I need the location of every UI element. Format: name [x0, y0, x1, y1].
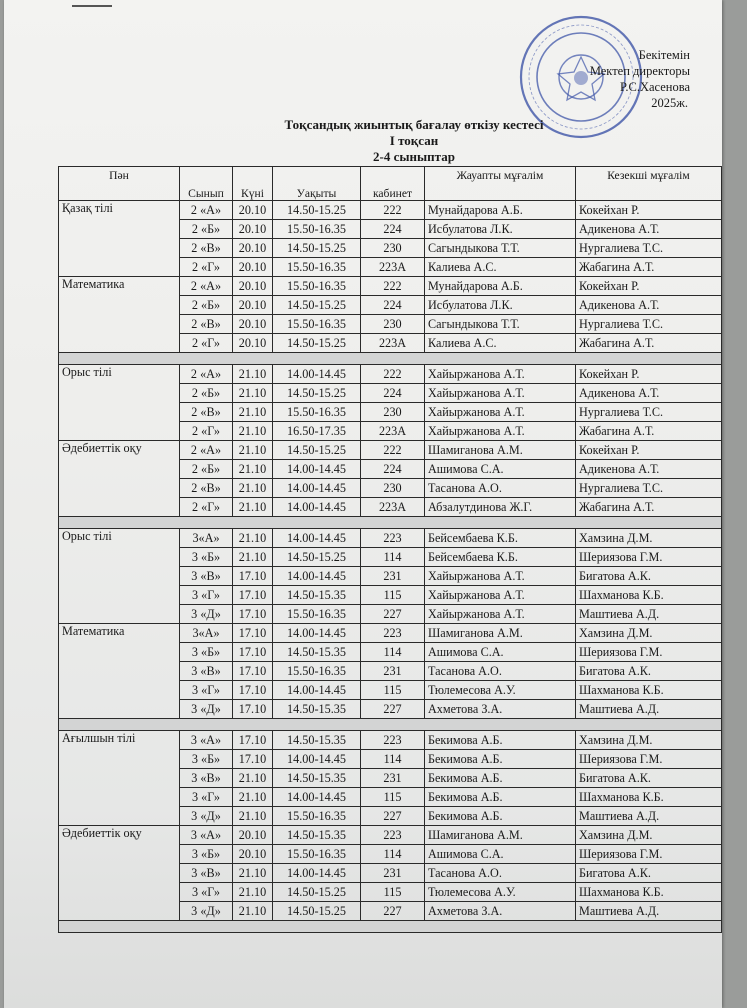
duty-cell: Адикенова А.Т.: [576, 384, 722, 403]
room-cell: 223: [361, 529, 425, 548]
duty-cell: Жабагина А.Т.: [576, 258, 722, 277]
teacher-cell: Бейсембаева К.Б.: [425, 529, 576, 548]
duty-cell: Шериязова Г.М.: [576, 548, 722, 567]
teacher-cell: Бейсембаева К.Б.: [425, 548, 576, 567]
duty-cell: Бигатова А.К.: [576, 567, 722, 586]
time-cell: 14.50-15.25: [273, 883, 361, 902]
time-cell: 15.50-16.35: [273, 605, 361, 624]
teacher-cell: Хайыржанова А.Т.: [425, 605, 576, 624]
time-cell: 14.00-14.45: [273, 460, 361, 479]
time-cell: 14.00-14.45: [273, 750, 361, 769]
duty-cell: Шахманова К.Б.: [576, 788, 722, 807]
teacher-cell: Хайыржанова А.Т.: [425, 403, 576, 422]
time-cell: 14.50-15.25: [273, 239, 361, 258]
header-duty: Кезекші мұғалім: [576, 167, 722, 201]
room-cell: 114: [361, 750, 425, 769]
class-cell: 3 «Д»: [180, 902, 233, 921]
day-cell: 21.10: [233, 403, 273, 422]
teacher-cell: Абзалутдинова Ж.Г.: [425, 498, 576, 517]
class-cell: 3 «Г»: [180, 788, 233, 807]
room-cell: 114: [361, 845, 425, 864]
schedule-table: [58, 166, 722, 933]
duty-cell: Жабагина А.Т.: [576, 498, 722, 517]
separator-row: [59, 719, 722, 731]
class-cell: 2 «Б»: [180, 460, 233, 479]
duty-cell: Кокейхан Р.: [576, 441, 722, 460]
approval-block: [564, 47, 690, 111]
room-cell: 114: [361, 548, 425, 567]
time-cell: 14.50-15.25: [273, 201, 361, 220]
time-cell: 14.00-14.45: [273, 479, 361, 498]
schedule-body: [59, 201, 722, 933]
duty-cell: Кокейхан Р.: [576, 277, 722, 296]
room-cell: 224: [361, 220, 425, 239]
table-row: [59, 441, 722, 460]
teacher-cell: Бекимова А.Б.: [425, 750, 576, 769]
duty-cell: Бигатова А.К.: [576, 662, 722, 681]
day-cell: 17.10: [233, 681, 273, 700]
approval-line: 2025ж.: [651, 96, 688, 110]
time-cell: 14.50-15.35: [273, 700, 361, 719]
time-cell: 14.50-15.25: [273, 548, 361, 567]
approval-line: Р.С.Хасенова: [619, 80, 690, 94]
room-cell: 223: [361, 624, 425, 643]
class-cell: 2 «Г»: [180, 498, 233, 517]
room-cell: 224: [361, 460, 425, 479]
subject-cell: Математика: [59, 624, 180, 719]
day-cell: 21.10: [233, 769, 273, 788]
class-cell: 3 «Б»: [180, 643, 233, 662]
teacher-cell: Хайыржанова А.Т.: [425, 422, 576, 441]
teacher-cell: Тюлемесова А.У.: [425, 681, 576, 700]
duty-cell: Нургалиева Т.С.: [576, 403, 722, 422]
class-cell: 3 «Б»: [180, 845, 233, 864]
time-cell: 15.50-16.35: [273, 403, 361, 422]
quarter-label: І тоқсан: [389, 133, 439, 148]
day-cell: 17.10: [233, 731, 273, 750]
teacher-cell: Тасанова А.О.: [425, 662, 576, 681]
table-row: [59, 624, 722, 643]
day-cell: 21.10: [233, 788, 273, 807]
room-cell: 222: [361, 441, 425, 460]
day-cell: 17.10: [233, 605, 273, 624]
teacher-cell: Мунайдарова А.Б.: [425, 201, 576, 220]
day-cell: 21.10: [233, 807, 273, 826]
duty-cell: Шахманова К.Б.: [576, 883, 722, 902]
time-cell: 14.50-15.25: [273, 296, 361, 315]
day-cell: 21.10: [233, 864, 273, 883]
day-cell: 17.10: [233, 750, 273, 769]
day-cell: 20.10: [233, 845, 273, 864]
duty-cell: Шахманова К.Б.: [576, 586, 722, 605]
room-cell: 223А: [361, 334, 425, 353]
time-cell: 14.50-15.35: [273, 826, 361, 845]
room-cell: 223А: [361, 258, 425, 277]
table-row: [59, 365, 722, 384]
class-cell: 3«А»: [180, 624, 233, 643]
header-row: [59, 167, 722, 201]
teacher-cell: Сагындыкова Т.Т.: [425, 239, 576, 258]
teacher-cell: Бекимова А.Б.: [425, 788, 576, 807]
time-cell: 15.50-16.35: [273, 662, 361, 681]
teacher-cell: Бекимова А.Б.: [425, 769, 576, 788]
room-cell: 227: [361, 605, 425, 624]
teacher-cell: Тасанова А.О.: [425, 864, 576, 883]
separator-row: [59, 921, 722, 933]
duty-cell: Шериязова Г.М.: [576, 643, 722, 662]
room-cell: 222: [361, 365, 425, 384]
separator-row: [59, 517, 722, 529]
time-cell: 14.00-14.45: [273, 681, 361, 700]
teacher-cell: Мунайдарова А.Б.: [425, 277, 576, 296]
day-cell: 20.10: [233, 334, 273, 353]
teacher-cell: Шамиганова А.М.: [425, 624, 576, 643]
approval-line: Мектеп директоры: [589, 64, 690, 78]
subject-cell: Ағылшын тілі: [59, 731, 180, 826]
day-cell: 20.10: [233, 220, 273, 239]
teacher-cell: Ахметова З.А.: [425, 700, 576, 719]
header-class: Сынып: [180, 167, 233, 201]
class-cell: 2 «В»: [180, 403, 233, 422]
duty-cell: Маштиева А.Д.: [576, 700, 722, 719]
class-cell: 2 «В»: [180, 315, 233, 334]
duty-cell: Маштиева А.Д.: [576, 902, 722, 921]
teacher-cell: Шамиганова А.М.: [425, 441, 576, 460]
day-cell: 21.10: [233, 498, 273, 517]
room-cell: 230: [361, 315, 425, 334]
day-cell: 20.10: [233, 239, 273, 258]
class-cell: 3 «В»: [180, 769, 233, 788]
subject-cell: Математика: [59, 277, 180, 353]
day-cell: 20.10: [233, 826, 273, 845]
time-cell: 14.50-15.35: [273, 769, 361, 788]
duty-cell: Бигатова А.К.: [576, 864, 722, 883]
teacher-cell: Бекимова А.Б.: [425, 807, 576, 826]
class-cell: 2 «В»: [180, 239, 233, 258]
day-cell: 21.10: [233, 548, 273, 567]
duty-cell: Адикенова А.Т.: [576, 296, 722, 315]
day-cell: 20.10: [233, 201, 273, 220]
day-cell: 21.10: [233, 902, 273, 921]
room-cell: 223: [361, 826, 425, 845]
time-cell: 15.50-16.35: [273, 315, 361, 334]
teacher-cell: Ашимова С.А.: [425, 460, 576, 479]
day-cell: 17.10: [233, 624, 273, 643]
time-cell: 14.50-15.25: [273, 334, 361, 353]
class-cell: 3 «А»: [180, 731, 233, 750]
subject-cell: Әдебиеттік оқу: [59, 441, 180, 517]
duty-cell: Жабагина А.Т.: [576, 422, 722, 441]
room-cell: 227: [361, 700, 425, 719]
separator-cell: [59, 921, 722, 933]
room-cell: 231: [361, 769, 425, 788]
room-cell: 115: [361, 883, 425, 902]
teacher-cell: Тюлемесова А.У.: [425, 883, 576, 902]
time-cell: 14.50-15.25: [273, 902, 361, 921]
class-cell: 3 «Г»: [180, 586, 233, 605]
teacher-cell: Шамиганова А.М.: [425, 826, 576, 845]
time-cell: 14.00-14.45: [273, 498, 361, 517]
teacher-cell: Хайыржанова А.Т.: [425, 384, 576, 403]
class-cell: 2 «А»: [180, 277, 233, 296]
room-cell: 222: [361, 277, 425, 296]
duty-cell: Жабагина А.Т.: [576, 334, 722, 353]
class-cell: 3 «Г»: [180, 681, 233, 700]
teacher-cell: Калиева А.С.: [425, 334, 576, 353]
day-cell: 17.10: [233, 643, 273, 662]
class-cell: 2 «Б»: [180, 384, 233, 403]
day-cell: 21.10: [233, 365, 273, 384]
class-cell: 3 «Д»: [180, 605, 233, 624]
time-cell: 14.00-14.45: [273, 529, 361, 548]
teacher-cell: Исбулатова Л.К.: [425, 220, 576, 239]
duty-cell: Хамзина Д.М.: [576, 624, 722, 643]
day-cell: 17.10: [233, 567, 273, 586]
time-cell: 14.00-14.45: [273, 365, 361, 384]
subject-cell: Орыс тілі: [59, 365, 180, 441]
class-cell: 3 «А»: [180, 826, 233, 845]
duty-cell: Шахманова К.Б.: [576, 681, 722, 700]
duty-cell: Нургалиева Т.С.: [576, 315, 722, 334]
room-cell: 224: [361, 296, 425, 315]
room-cell: 231: [361, 567, 425, 586]
subject-cell: Қазақ тілі: [59, 201, 180, 277]
room-cell: 115: [361, 586, 425, 605]
teacher-cell: Хайыржанова А.Т.: [425, 586, 576, 605]
room-cell: 223А: [361, 498, 425, 517]
teacher-cell: Ашимова С.А.: [425, 643, 576, 662]
duty-cell: Кокейхан Р.: [576, 365, 722, 384]
teacher-cell: Исбулатова Л.К.: [425, 296, 576, 315]
duty-cell: Хамзина Д.М.: [576, 731, 722, 750]
time-cell: 14.50-15.35: [273, 643, 361, 662]
room-cell: 227: [361, 902, 425, 921]
table-row: [59, 731, 722, 750]
teacher-cell: Бекимова А.Б.: [425, 731, 576, 750]
duty-cell: Бигатова А.К.: [576, 769, 722, 788]
duty-cell: Адикенова А.Т.: [576, 220, 722, 239]
duty-cell: Маштиева А.Д.: [576, 605, 722, 624]
table-row: [59, 826, 722, 845]
teacher-cell: Калиева А.С.: [425, 258, 576, 277]
day-cell: 20.10: [233, 277, 273, 296]
time-cell: 14.00-14.45: [273, 567, 361, 586]
header-teacher: Жауапты мұғалім: [425, 167, 576, 201]
day-cell: 20.10: [233, 258, 273, 277]
time-cell: 15.50-16.35: [273, 277, 361, 296]
table-row: [59, 201, 722, 220]
time-cell: 14.00-14.45: [273, 624, 361, 643]
time-cell: 14.00-14.45: [273, 788, 361, 807]
day-cell: 21.10: [233, 384, 273, 403]
header-time: Уақыты: [273, 167, 361, 201]
class-cell: 3 «В»: [180, 567, 233, 586]
time-cell: 14.50-15.35: [273, 731, 361, 750]
duty-cell: Хамзина Д.М.: [576, 529, 722, 548]
class-cell: 3 «Д»: [180, 700, 233, 719]
day-cell: 20.10: [233, 296, 273, 315]
teacher-cell: Тасанова А.О.: [425, 479, 576, 498]
separator-cell: [59, 719, 722, 731]
day-cell: 17.10: [233, 700, 273, 719]
separator-cell: [59, 353, 722, 365]
room-cell: 224: [361, 384, 425, 403]
duty-cell: Нургалиева Т.С.: [576, 479, 722, 498]
room-cell: 115: [361, 681, 425, 700]
room-cell: 115: [361, 788, 425, 807]
time-cell: 16.50-17.35: [273, 422, 361, 441]
class-cell: 3«А»: [180, 529, 233, 548]
approval-line: Бекітемін: [638, 48, 690, 62]
room-cell: 231: [361, 662, 425, 681]
day-cell: 21.10: [233, 441, 273, 460]
time-cell: 14.50-15.25: [273, 441, 361, 460]
class-cell: 3 «Б»: [180, 750, 233, 769]
duty-cell: Хамзина Д.М.: [576, 826, 722, 845]
class-cell: 2 «Б»: [180, 220, 233, 239]
teacher-cell: Ашимова С.А.: [425, 845, 576, 864]
duty-cell: Шериязова Г.М.: [576, 845, 722, 864]
separator-row: [59, 353, 722, 365]
separator-cell: [59, 517, 722, 529]
room-cell: 222: [361, 201, 425, 220]
class-cell: 3 «Г»: [180, 883, 233, 902]
duty-cell: Шериязова Г.М.: [576, 750, 722, 769]
class-cell: 2 «Г»: [180, 334, 233, 353]
grades-label: 2-4 сыныптар: [373, 149, 455, 164]
class-cell: 2 «А»: [180, 441, 233, 460]
header-subject: Пән: [59, 167, 180, 201]
header-room: кабинет: [361, 167, 425, 201]
time-cell: 15.50-16.35: [273, 258, 361, 277]
time-cell: 15.50-16.35: [273, 845, 361, 864]
day-cell: 20.10: [233, 315, 273, 334]
time-cell: 15.50-16.35: [273, 807, 361, 826]
room-cell: 231: [361, 864, 425, 883]
room-cell: 230: [361, 479, 425, 498]
table-row: [59, 529, 722, 548]
time-cell: 15.50-16.35: [273, 220, 361, 239]
duty-cell: Кокейхан Р.: [576, 201, 722, 220]
header-day: Күні: [233, 167, 273, 201]
duty-cell: Нургалиева Т.С.: [576, 239, 722, 258]
class-cell: 3 «В»: [180, 864, 233, 883]
time-cell: 14.00-14.45: [273, 864, 361, 883]
class-cell: 2 «Г»: [180, 258, 233, 277]
room-cell: 230: [361, 239, 425, 258]
class-cell: 2 «Г»: [180, 422, 233, 441]
time-cell: 14.50-15.35: [273, 586, 361, 605]
day-cell: 21.10: [233, 479, 273, 498]
teacher-cell: Хайыржанова А.Т.: [425, 365, 576, 384]
class-cell: 3 «Д»: [180, 807, 233, 826]
document-page: [4, 0, 722, 1008]
duty-cell: Адикенова А.Т.: [576, 460, 722, 479]
room-cell: 227: [361, 807, 425, 826]
day-cell: 21.10: [233, 883, 273, 902]
table-row: [59, 277, 722, 296]
room-cell: 230: [361, 403, 425, 422]
day-cell: 21.10: [233, 460, 273, 479]
class-cell: 2 «В»: [180, 479, 233, 498]
day-cell: 17.10: [233, 586, 273, 605]
class-cell: 3 «Б»: [180, 548, 233, 567]
subject-cell: Орыс тілі: [59, 529, 180, 624]
room-cell: 223А: [361, 422, 425, 441]
class-cell: 2 «А»: [180, 365, 233, 384]
day-cell: 21.10: [233, 422, 273, 441]
teacher-cell: Ахметова З.А.: [425, 902, 576, 921]
room-cell: 114: [361, 643, 425, 662]
class-cell: 2 «Б»: [180, 296, 233, 315]
teacher-cell: Сагындыкова Т.Т.: [425, 315, 576, 334]
day-cell: 21.10: [233, 529, 273, 548]
subject-cell: Әдебиеттік оқу: [59, 826, 180, 921]
class-cell: 3 «В»: [180, 662, 233, 681]
document-title: Тоқсандық жиынтық бағалау өткізу кестесі: [284, 117, 544, 132]
corner-mark: [72, 5, 112, 7]
teacher-cell: Хайыржанова А.Т.: [425, 567, 576, 586]
day-cell: 17.10: [233, 662, 273, 681]
time-cell: 14.50-15.25: [273, 384, 361, 403]
duty-cell: Маштиева А.Д.: [576, 807, 722, 826]
class-cell: 2 «А»: [180, 201, 233, 220]
room-cell: 223: [361, 731, 425, 750]
